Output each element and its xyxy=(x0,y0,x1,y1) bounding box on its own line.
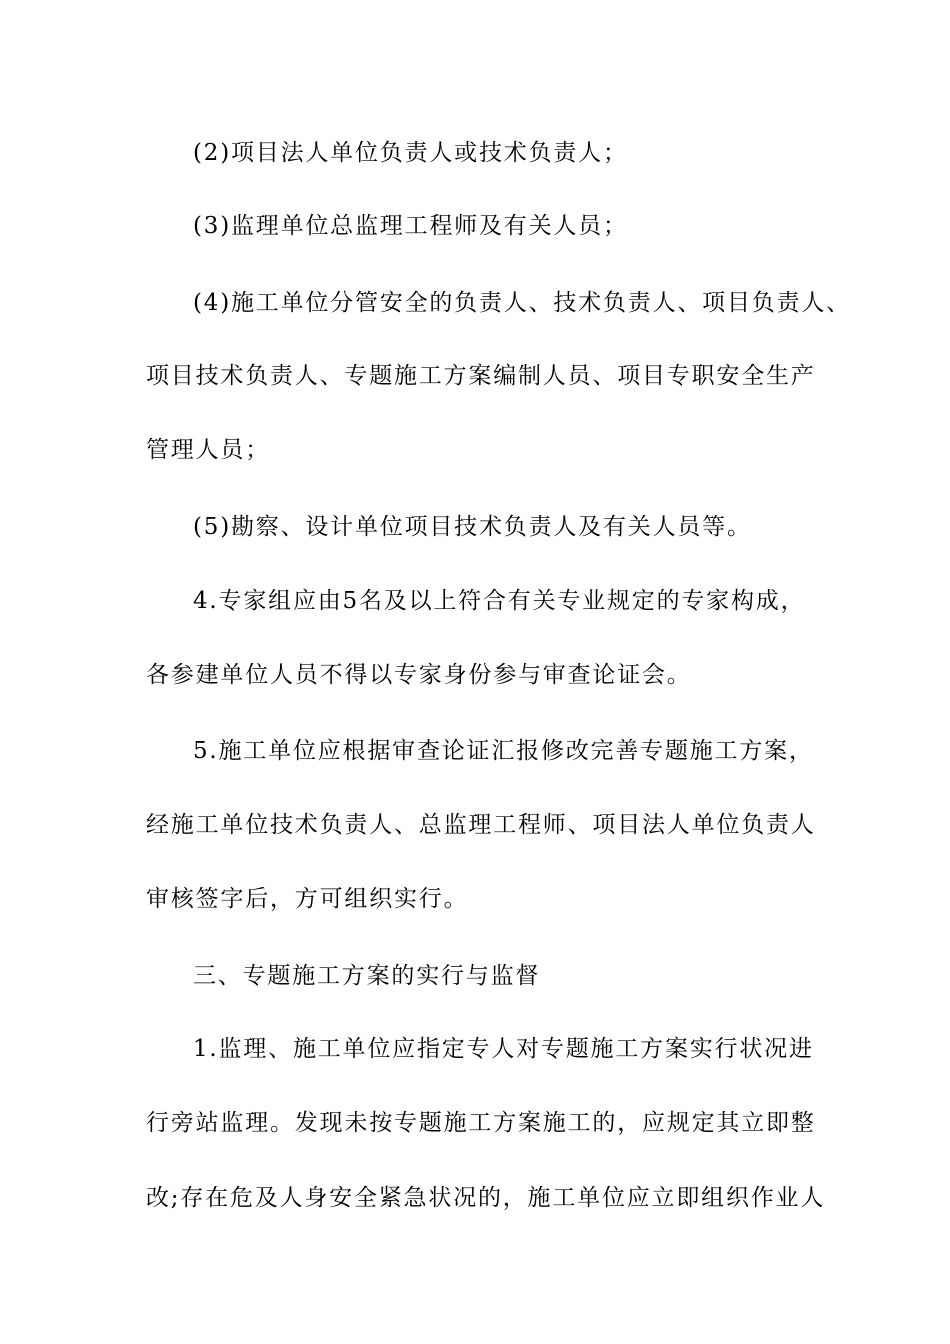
paragraph-line: 管理人员； xyxy=(146,437,270,463)
paragraph-line: 审核签字后，方可组织实行。 xyxy=(146,886,469,912)
section-heading: 三、专题施工方案的实行与监督 xyxy=(193,963,541,989)
paragraph-line: 项目技术负责人、专题施工方案编制人员、项目专职安全生产 xyxy=(146,363,816,389)
paragraph-line: 各参建单位人员不得以专家身份参与审查论证会。 xyxy=(146,662,692,688)
paragraph-line: (2)项目法人单位负责人或技术负责人； xyxy=(193,140,628,166)
paragraph-line: 经施工单位技术负责人、总监理工程师、项目法人单位负责人 xyxy=(146,812,816,838)
paragraph-line: 5.施工单位应根据审查论证汇报修改完善专题施工方案， xyxy=(193,738,814,764)
paragraph-line: (3)监理单位总监理工程师及有关人员； xyxy=(193,213,628,239)
paragraph-line: 1.监理、施工单位应指定专人对专题施工方案实行状况进 xyxy=(193,1036,814,1062)
paragraph-line: 改;存在危及人身安全紧急状况的，施工单位应立即组织作业人 xyxy=(146,1185,826,1211)
paragraph-line: (4)施工单位分管安全的负责人、技术负责人、项目负责人、 xyxy=(193,290,851,316)
paragraph-line: 4.专家组应由5名及以上符合有关专业规定的专家构成， xyxy=(193,588,806,614)
paragraph-line: (5)勘察、设计单位项目技术负责人及有关人员等。 xyxy=(193,514,752,540)
paragraph-line: 行旁站监理。发现未按专题施工方案施工的，应规定其立即整 xyxy=(146,1110,816,1136)
